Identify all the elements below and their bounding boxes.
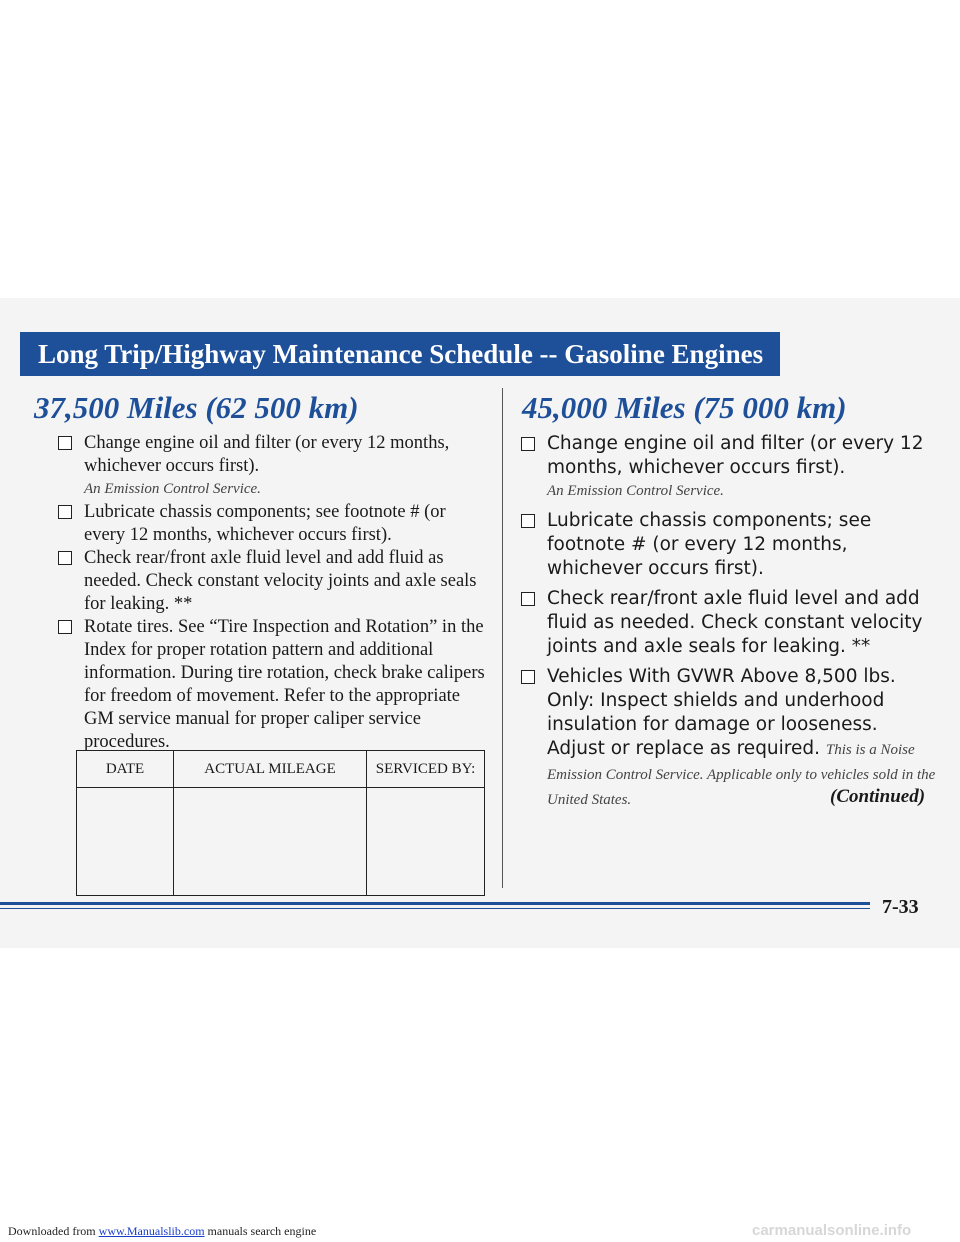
footer-rule-thick	[0, 902, 870, 905]
checkbox-icon[interactable]	[521, 437, 535, 451]
right-checklist	[521, 432, 939, 812]
list-item	[58, 616, 488, 754]
right-interval-title: 45,000 Miles (75 000 km)	[522, 390, 847, 425]
footer-suffix: manuals search engine	[204, 1224, 317, 1238]
mileage-header: ACTUAL MILEAGE	[174, 751, 367, 788]
left-checklist	[58, 432, 488, 754]
date-cell[interactable]	[77, 788, 174, 896]
emission-note: An Emission Control Service.	[84, 481, 261, 497]
checkbox-icon[interactable]	[58, 620, 72, 634]
item-text: Change engine oil and filter (or every 12 months, whichever occurs first).	[84, 433, 450, 476]
serviced-by-header: SERVICED BY:	[367, 751, 485, 788]
item-text: Vehicles With GVWR Above 8,500 lbs. Only: Inspect shields and underhood insulation for damage or looseness. Adjust or replace as required.	[547, 666, 896, 759]
page-number: 7-33	[882, 896, 919, 918]
checkbox-icon[interactable]	[58, 551, 72, 565]
watermark: carmanualsonline.info	[752, 1222, 912, 1239]
manualslib-link[interactable]: www.Manualslib.com	[98, 1224, 205, 1238]
noise-emission-note: This is a Noise Emission Control Service. Applicable only to vehicles sold in the United States.	[547, 742, 936, 808]
checkbox-icon[interactable]	[58, 505, 72, 519]
download-footer	[8, 1224, 316, 1239]
continued-label: (Continued)	[830, 786, 926, 807]
checkbox-icon[interactable]	[521, 514, 535, 528]
manual-page	[0, 298, 960, 948]
serviced-by-cell[interactable]	[367, 788, 485, 896]
list-item	[521, 587, 939, 659]
left-interval-title: 37,500 Miles (62 500 km)	[34, 390, 359, 425]
checkbox-icon[interactable]	[521, 592, 535, 606]
footer-rule-thin	[0, 908, 870, 909]
date-header: DATE	[77, 751, 174, 788]
item-text: Check rear/front axle fluid level and add fluid as needed. Check constant velocity joints and axle seals for leaking. **	[547, 588, 923, 657]
list-item	[521, 509, 939, 581]
item-text: Lubricate chassis components; see footnote # (or every 12 months, whichever occurs first).	[547, 510, 872, 579]
checkbox-icon[interactable]	[58, 436, 72, 450]
list-item	[521, 432, 939, 480]
item-text: Check rear/front axle fluid level and add fluid as needed. Check constant velocity joints and axle seals for leaking. **	[84, 548, 477, 614]
column-divider	[502, 388, 503, 888]
list-item	[58, 547, 488, 616]
emission-note: An Emission Control Service.	[547, 483, 724, 499]
mileage-cell[interactable]	[174, 788, 367, 896]
footer-prefix: Downloaded from	[8, 1224, 99, 1238]
item-text: Rotate tires. See “Tire Inspection and Rotation” in the Index for proper rotation pattern and additional information. During tire rotation, check brake calipers for freedom of movement. Refer to the appropriate GM service manual for proper caliper service procedures.	[84, 617, 485, 752]
list-item	[58, 501, 488, 547]
section-banner: Long Trip/Highway Maintenance Schedule -- Gasoline Engines	[20, 332, 780, 376]
service-record-table	[76, 750, 485, 896]
list-item	[58, 432, 488, 478]
checkbox-icon[interactable]	[521, 670, 535, 684]
item-text: Change engine oil and filter (or every 12 months, whichever occurs first).	[547, 433, 924, 478]
item-text: Lubricate chassis components; see footnote # (or every 12 months, whichever occurs first).	[84, 502, 446, 545]
